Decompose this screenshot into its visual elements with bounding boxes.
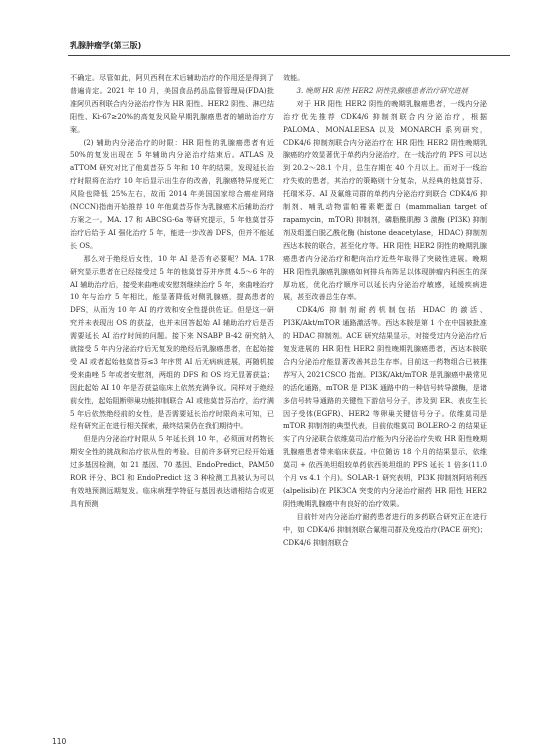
section-subheading: 3. 晚期 HR 阳性 HER2 阴性乳腺癌患者治疗研究进展 <box>296 85 468 95</box>
left-column <box>70 72 274 511</box>
paragraph: 不确定。尽管如此，阿贝西利在术后辅助治疗的作用还是得到了普遍肯定。2021 年 10 月，美国食品药品监督管理局(FDA)批准阿贝西利联合内分泌治疗作为 HR 阳性、HER2 阴性、淋巴结阳性、Ki-67≥20%的高复发风险早期乳腺癌患者的辅助治疗方案。 <box>70 73 274 134</box>
paragraph: 但是内分泌治疗时限从 5 年延长到 10 年，必须面对药物长期安全性的挑战和治疗依从性的考验。目前许多研究已经开始通过多基因检测，如 21 基因、70 基因、EndoPredict、PAM50 ROR 评分、BCI 和 EndoPredict 这 3 种检测工具被认为可以有效地预测远期复发。临床病理学特征与基因表达谱相结合或更具有预测 <box>70 434 274 508</box>
paragraph: (2) 辅助内分泌治疗的时限：HR 阳性的乳腺癌患者有近 50%的复发出现在 5 年辅助内分泌治疗结束后。ATLAS 及 aTTOM 研究对比了他莫昔芬 5 年和 10 年的结果，发现延长治疗时限将在治疗 10 年后显示出生存的改善，乳腺癌特异度死亡风险也降低 25%左右，故而 2014 年美国国家综合癌症网络(NCCN)指南开始推荐 10 年他莫昔芬作为乳腺癌术后辅助治疗方案之一。MA. 17 和 ABCSG-6a 等研究提示，5 年他莫昔芬治疗后给予 AI 强化治疗 5 年，能进一步改善 DFS，但并不能延长 OS。 <box>70 137 274 250</box>
paragraph: 效能。 <box>283 73 305 82</box>
paragraph: 对于 HR 阳性 HER2 阴性的晚期乳腺癌患者，一线内分泌治疗优先推荐 CDK4/6 抑制剂联合内分泌治疗，根据 PALOMA、MONALEESA 以及 MONARCH 系列研究，CDK4/6 抑制剂联合内分泌治疗在 HR 阳性 HER2 阴性晚期乳腺癌的疗效显著优于单药内分泌治疗，在一线治疗的 PFS 可以达到 20.2～28.1 个月，总生存期在 40 个月以上。而对于一线治疗失败的患者，其治疗的策略则十分复杂，从经典的他莫昔芬、托瑞米芬、AI 及氟维司群的单药内分泌治疗到联合 CDK4/6 抑制剂、哺乳动物雷帕霉素靶蛋白 (mammalian target of rapamycin，mTOR) 抑制剂，磷脂酰肌醇 3 激酶 (PI3K) 抑制剂及组蛋白脱乙酰化酶 (histone deacetylase，HDAC) 抑制剂西达本胺的联合，甚至化疗等。HR 阳性 HER2 阴性的晚期乳腺癌患者内分泌治疗和靶向治疗近些年取得了突破性进展。晚期 HR 阳性乳腺癌乳腺癌如何排兵布阵足以体现肿瘤内科医生的深厚功底，优化治疗顺序可以延长内分泌治疗敏感，延缓疾病进展，甚至改善总生存率。 <box>283 98 487 302</box>
paragraph: 目前针对内分泌治疗耐药患者进行的多药联合研究正在进行中，如 CDK4/6 抑制剂联合氟维司群及免疫治疗(PACE 研究)；CDK4/6 抑制剂联合 <box>283 511 487 547</box>
running-header: 乳腺肿瘤学(第三版) <box>70 41 142 50</box>
paragraph: 那么对于绝经后女性，10 年 AI 是否有必要呢？MA. 17R 研究显示患者在已经接受过 5 年的他莫昔芬并序贯 4.5～6 年的 AI 辅助治疗后，接受来曲唑或安慰剂继续治疗 5 年，来曲唑治疗 10 年与治疗 5 年相比，能显著降低对侧乳腺癌，提高患者的 DFS，从而为 10 年 AI 的疗效和安全性提供佐证。但是这一研究并未表现出 OS 的获益，也并未回答起始 AI 辅助治疗后是否需要延长 AI 治疗时间的问题。接下来 NSABP B-42 研究纳入就接受 5 年内分泌治疗后无复发的绝经后乳腺癌患者，在起始接受 AI 或者起始他莫昔芬≤3 年序贯 AI 后无病病进展，再随机接受来曲唑 5 年或者安慰剂，两组的 DFS 和 OS 均无显著获益；因此起始 AI 10 年是否获益临床上依然充满争议。同样对于绝经前女性，起始阻断卵巢功能抑制联合 AI 或他莫昔芬治疗，治疗满 5 年后依然绝经前的女性，是否需要延长治疗时限尚未可知，已经有研究正在进行相关探索，最终结果仍在我们期待中。 <box>70 253 274 431</box>
paragraph: CDK4/6 抑制剂耐药机制包括 HDAC 的激活、PI3K/Akt/mTOR 通路激活等。西达本胺是第 1 个在中国被批准的 HDAC 抑制剂。ACE 研究结果显示，对接受过内分泌治疗后复发进展的 HR 阳性 HER2 阴性晚期乳腺癌患者，西达本胺联合内分泌治疗能显著改善其总生存率。目前这一药物组合已被推荐写入 2021CSCO 指南。PI3K/Akt/mTOR 是乳腺癌中最常见的活化通路，mTOR 是 PI3K 通路中的一种信号转导激酶，是诸多信号转导通路的关键性下游信号分子，涉及到 ER、表皮生长因子受体(EGFR)、HER2 等卵巢关键信号分子。依维莫司是 mTOR 抑制剂的典型代表，目前依维莫司 BOLERO-2 的结果证实了内分泌联合依维莫司治疗能为内分泌治疗失败 HR 阳性晚期乳腺癌患者带来临床获益。中位随访 18 个月的结果显示，依维莫司 + 依西美坦组较单药依西美坦组的 PFS 延长 1 倍多(11.0 个月 vs 4.1 个月)。SOLAR-1 研究表明，PI3K 抑制剂阿培利西(alpelisib)在 PIK3CA 突变的内分泌治疗耐药 HR 阳性 HER2 阴性晚期乳腺癌中有良好的治疗效果。 <box>283 305 487 508</box>
right-column <box>283 72 487 550</box>
page-number: 110 <box>52 737 67 746</box>
header-rule <box>68 55 510 56</box>
